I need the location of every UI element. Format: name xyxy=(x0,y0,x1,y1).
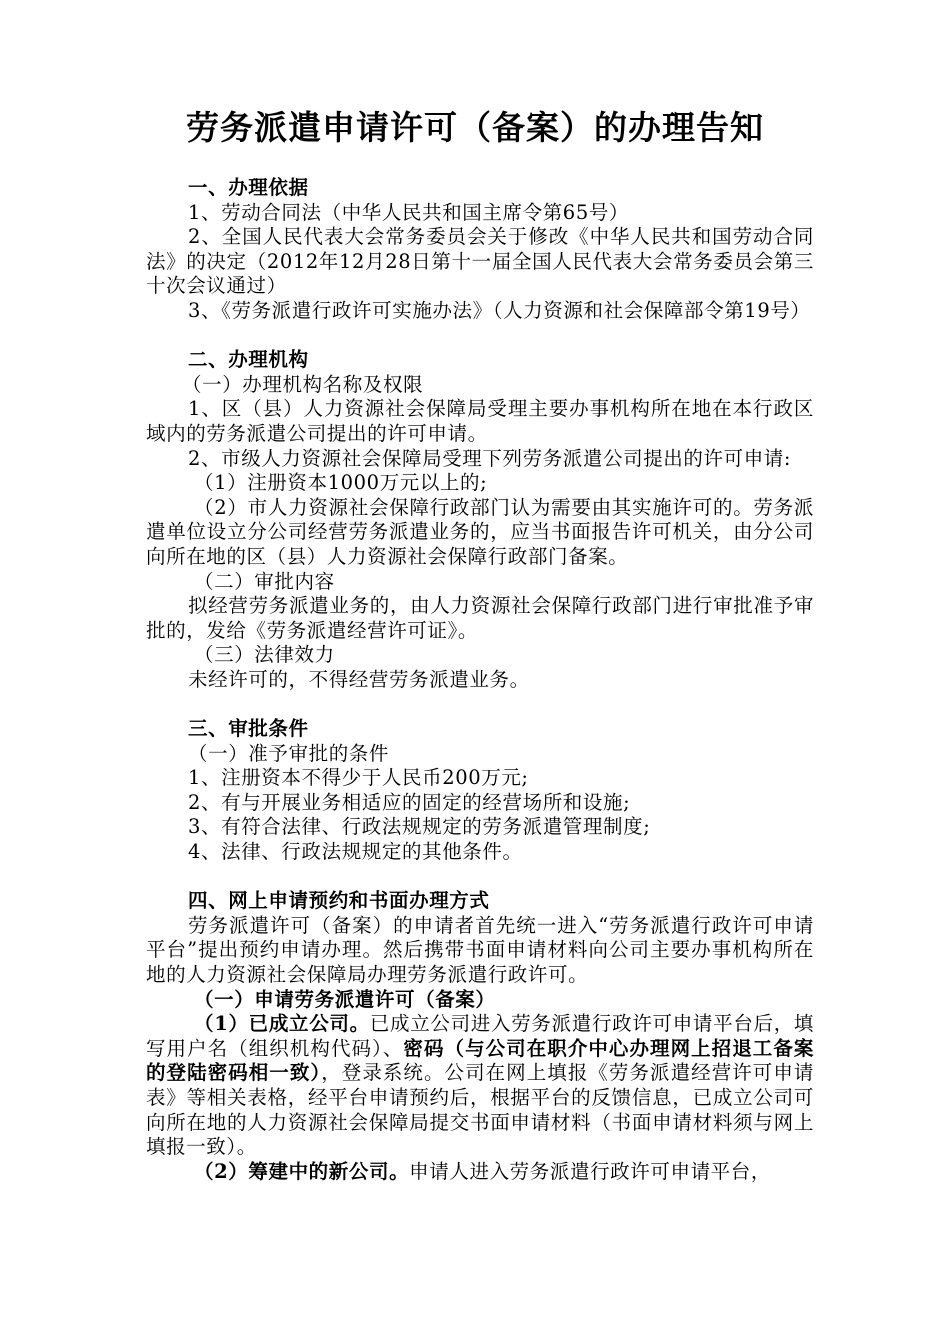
subheading: （二）审批内容 xyxy=(194,569,335,593)
subheading: （一）办理机构名称及权限 xyxy=(182,372,424,396)
subheading: （三）法律效力 xyxy=(194,643,335,667)
paragraph: 1、劳动合同法（中华人民共和国主席令第65号） xyxy=(188,200,630,224)
document-body xyxy=(146,176,814,1184)
paragraph: （2）市人力资源社会保障行政部门认为需要由其实施许可的。劳务派遣单位设立分公司经营劳务派遣业务的，应当书面报告许可机关，由分公司向所在地的区（县）人力资源社会保障行政部门备案。 xyxy=(146,495,814,568)
paragraph xyxy=(146,1160,814,1185)
paragraph: 3、《劳务派遣行政许可实施办法》（人力资源和社会保障部令第19号） xyxy=(188,298,811,322)
document-title: 劳务派遣申请许可（备案）的办理告知 xyxy=(186,108,764,147)
spacer xyxy=(146,865,814,890)
paragraph: 2、全国人民代表大会常务委员会关于修改《中华人民共和国劳动合同法》的决定（2012年12月28日第十一届全国人民代表大会常务委员会第三十次会议通过） xyxy=(146,225,814,298)
subheading: （一）申请劳务派遣许可（备案） xyxy=(194,987,496,1011)
section-heading-basis: 一、办理依据 xyxy=(188,176,309,199)
section-heading-agency: 二、办理机构 xyxy=(188,348,309,372)
spacer xyxy=(146,692,814,717)
bold-phrase: （1）已成立公司。 xyxy=(194,1012,370,1036)
section-heading-conditions: 三、审批条件 xyxy=(188,717,309,741)
text-run: 已成立公司进入劳务派遣行政许可申请平台后，填写用户名（组织机构代码）、 xyxy=(146,1012,815,1060)
paragraph: 4、法律、行政法规规定的其他条件。 xyxy=(188,840,523,864)
paragraph: （1）注册资本1000万元以上的; xyxy=(194,471,488,495)
paragraph: 2、有与开展业务相适应的固定的经营场所和设施; xyxy=(188,790,631,814)
paragraph xyxy=(146,1012,814,1160)
subheading: （一）准予审批的条件 xyxy=(188,741,390,765)
section-heading-application: 四、网上申请预约和书面办理方式 xyxy=(188,889,490,913)
bold-phrase: 密码（与公司在职介中心办理网上招退工备案的登陆密码相一致） xyxy=(146,1036,814,1085)
paragraph: 2、市级人力资源社会保障局受理下列劳务派遣公司提出的许可申请: xyxy=(188,446,792,470)
paragraph: 劳务派遣许可（备案）的申请者首先统一进入“劳务派遣行政许可申请平台”提出预约申请办理。然后携带书面申请材料向公司主要办事机构所在地的人力资源社会保障局办理劳务派遣行政许可。 xyxy=(146,913,814,986)
text-run: 申请人进入劳务派遣行政许可申请平台， xyxy=(409,1159,771,1183)
paragraph: 拟经营劳务派遣业务的，由人力资源社会保障行政部门进行审批准予审批的，发给《劳务派遣经营许可证》。 xyxy=(146,594,814,642)
paragraph: 1、注册资本不得少于人民币200万元; xyxy=(188,766,529,790)
paragraph: 3、有符合法律、行政法规规定的劳务派遣管理制度; xyxy=(188,815,651,839)
text-run: ，登录系统。公司在网上填报《劳务派遣经营许可申请表》等相关表格，经平台申请预约后，根据平台的反馈信息，已成立公司可向所在地的人力资源社会保障局提交书面申请材料（书面申请材料须与网上填报一致）。 xyxy=(146,1061,814,1159)
paragraph: 未经许可的，不得经营劳务派遣业务。 xyxy=(188,667,530,691)
bold-phrase: （2）筹建中的新公司。 xyxy=(194,1159,410,1183)
paragraph: 1、区（县）人力资源社会保障局受理主要办事机构所在地在本行政区域内的劳务派遣公司提出的许可申请。 xyxy=(146,397,814,445)
spacer xyxy=(146,324,814,349)
